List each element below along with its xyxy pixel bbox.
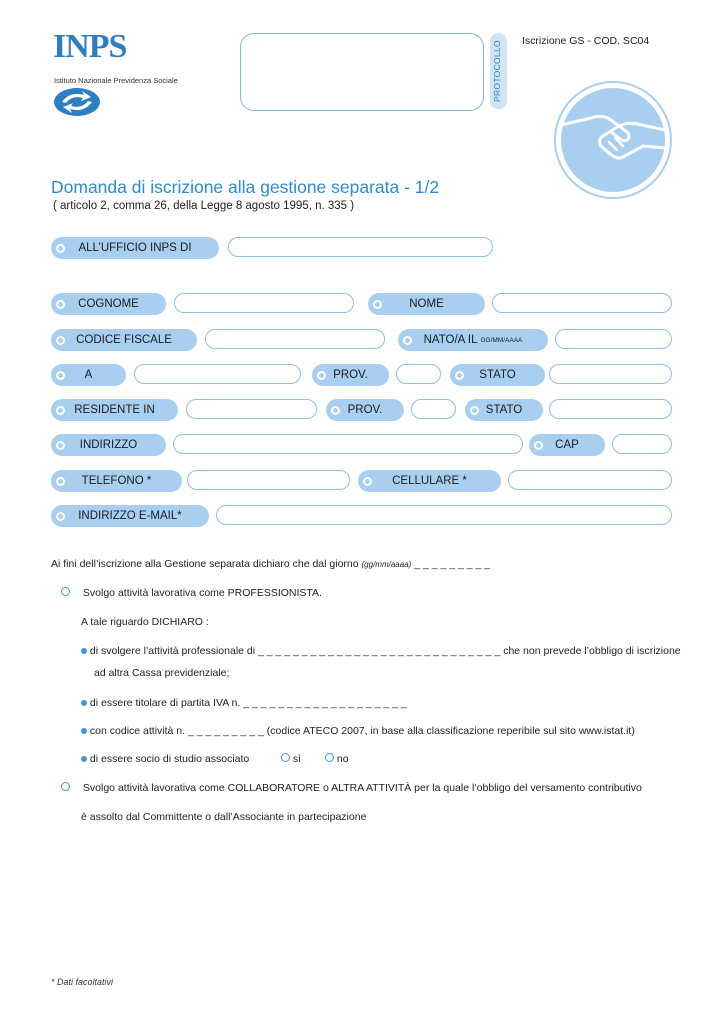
label-stato-residenza: STATO	[465, 399, 543, 421]
label-ufficio: ALL’UFFICIO INPS DI	[51, 237, 219, 259]
protocol-box	[240, 33, 484, 111]
radio-no[interactable]	[325, 753, 334, 762]
prov-residenza-input[interactable]	[411, 399, 456, 419]
label-codice-fiscale: CODICE FISCALE	[51, 329, 197, 351]
option-collaboratore[interactable]: Svolgo attività lavorativa come COLLABORATORE o ALTRA ATTIVITÀ per la quale l’obbligo del versamento contributivo	[61, 782, 701, 794]
label-telefono: TELEFONO *	[51, 470, 182, 492]
label-cellulare: CELLULARE *	[358, 470, 501, 492]
inps-logo-icon	[52, 86, 102, 123]
label-prov-residenza: PROV.	[326, 399, 404, 421]
radio-professionista[interactable]	[61, 587, 70, 596]
telefono-input[interactable]	[187, 470, 350, 490]
cognome-input[interactable]	[174, 293, 354, 313]
nome-input[interactable]	[492, 293, 672, 313]
stato-nascita-input[interactable]	[549, 364, 672, 384]
bullet-attivita-cont: ad altra Cassa previdenziale;	[94, 667, 230, 679]
bullet-socio: di essere socio di studio associato	[81, 753, 249, 765]
bullet-codice-attivita: con codice attività n. _ _ _ _ _ _ _ _ _ (codice ATECO 2007, in base alla classificazione reperibile sul sito www.istat.it)	[81, 725, 701, 737]
cellulare-input[interactable]	[508, 470, 672, 490]
dichiaro-text: A tale riguardo DICHIARO :	[81, 616, 209, 628]
codice-fiscale-input[interactable]	[205, 329, 385, 349]
option-collaboratore-cont: è assolto dal Committente o dall’Associante in partecipazione	[81, 811, 367, 823]
label-prov-nascita: PROV.	[312, 364, 389, 386]
cap-input[interactable]	[612, 434, 672, 454]
label-cognome: COGNOME	[51, 293, 166, 315]
bullet-partita-iva: di essere titolare di partita IVA n. _ _ _ _ _ _ _ _ _ _ _ _ _ _ _ _ _ _ _	[81, 697, 407, 709]
label-nato: NATO/A IL GG/MM/AAAA	[398, 329, 548, 351]
email-input[interactable]	[216, 505, 672, 525]
radio-collaboratore[interactable]	[61, 782, 70, 791]
handshake-icon	[553, 80, 673, 205]
radio-si[interactable]	[281, 753, 290, 762]
residenza-input[interactable]	[186, 399, 317, 419]
option-professionista[interactable]: Svolgo attività lavorativa come PROFESSIONISTA.	[61, 587, 322, 599]
form-code: Iscrizione GS - COD. SC04	[522, 35, 650, 47]
footnote: * Dati facoltativi	[51, 977, 114, 987]
label-stato-nascita: STATO	[450, 364, 545, 386]
inps-logo-subtitle: Istituto Nazionale Previdenza Sociale	[54, 76, 178, 85]
indirizzo-input[interactable]	[173, 434, 523, 454]
protocol-label: PROTOCOLLO	[490, 33, 507, 109]
ufficio-input[interactable]	[228, 237, 493, 257]
page-title: Domanda di iscrizione alla gestione separata - 1/2	[51, 177, 440, 197]
prov-nascita-input[interactable]	[396, 364, 441, 384]
option-si[interactable]: sì	[281, 753, 301, 765]
label-residente: RESIDENTE IN	[51, 399, 178, 421]
label-nome: NOME	[368, 293, 485, 315]
option-no[interactable]: no	[325, 753, 349, 765]
data-nascita-input[interactable]	[555, 329, 672, 349]
stato-residenza-input[interactable]	[549, 399, 672, 419]
page-subtitle: ( articolo 2, comma 26, della Legge 8 agosto 1995, n. 335 )	[53, 200, 355, 212]
inps-logo-text: INPS	[53, 28, 127, 65]
bullet-attivita: di svolgere l’attività professionale di _ _ _ _ _ _ _ _ _ _ _ _ _ _ _ _ _ _ _ _ _ _ _ _ _ _ _ _ che non prevede l’obbligo di iscrizione	[81, 645, 701, 657]
label-luogo-nascita: A	[51, 364, 126, 386]
label-indirizzo: INDIRIZZO	[51, 434, 166, 456]
label-cap: CAP	[529, 434, 605, 456]
luogo-nascita-input[interactable]	[134, 364, 301, 384]
label-email: INDIRIZZO E-MAIL*	[51, 505, 209, 527]
intro-text: Ai fini dell’iscrizione alla Gestione separata dichiaro che dal giorno (gg/mm/aaaa) _ _ _ _ _ _ _ _ _	[51, 558, 491, 570]
